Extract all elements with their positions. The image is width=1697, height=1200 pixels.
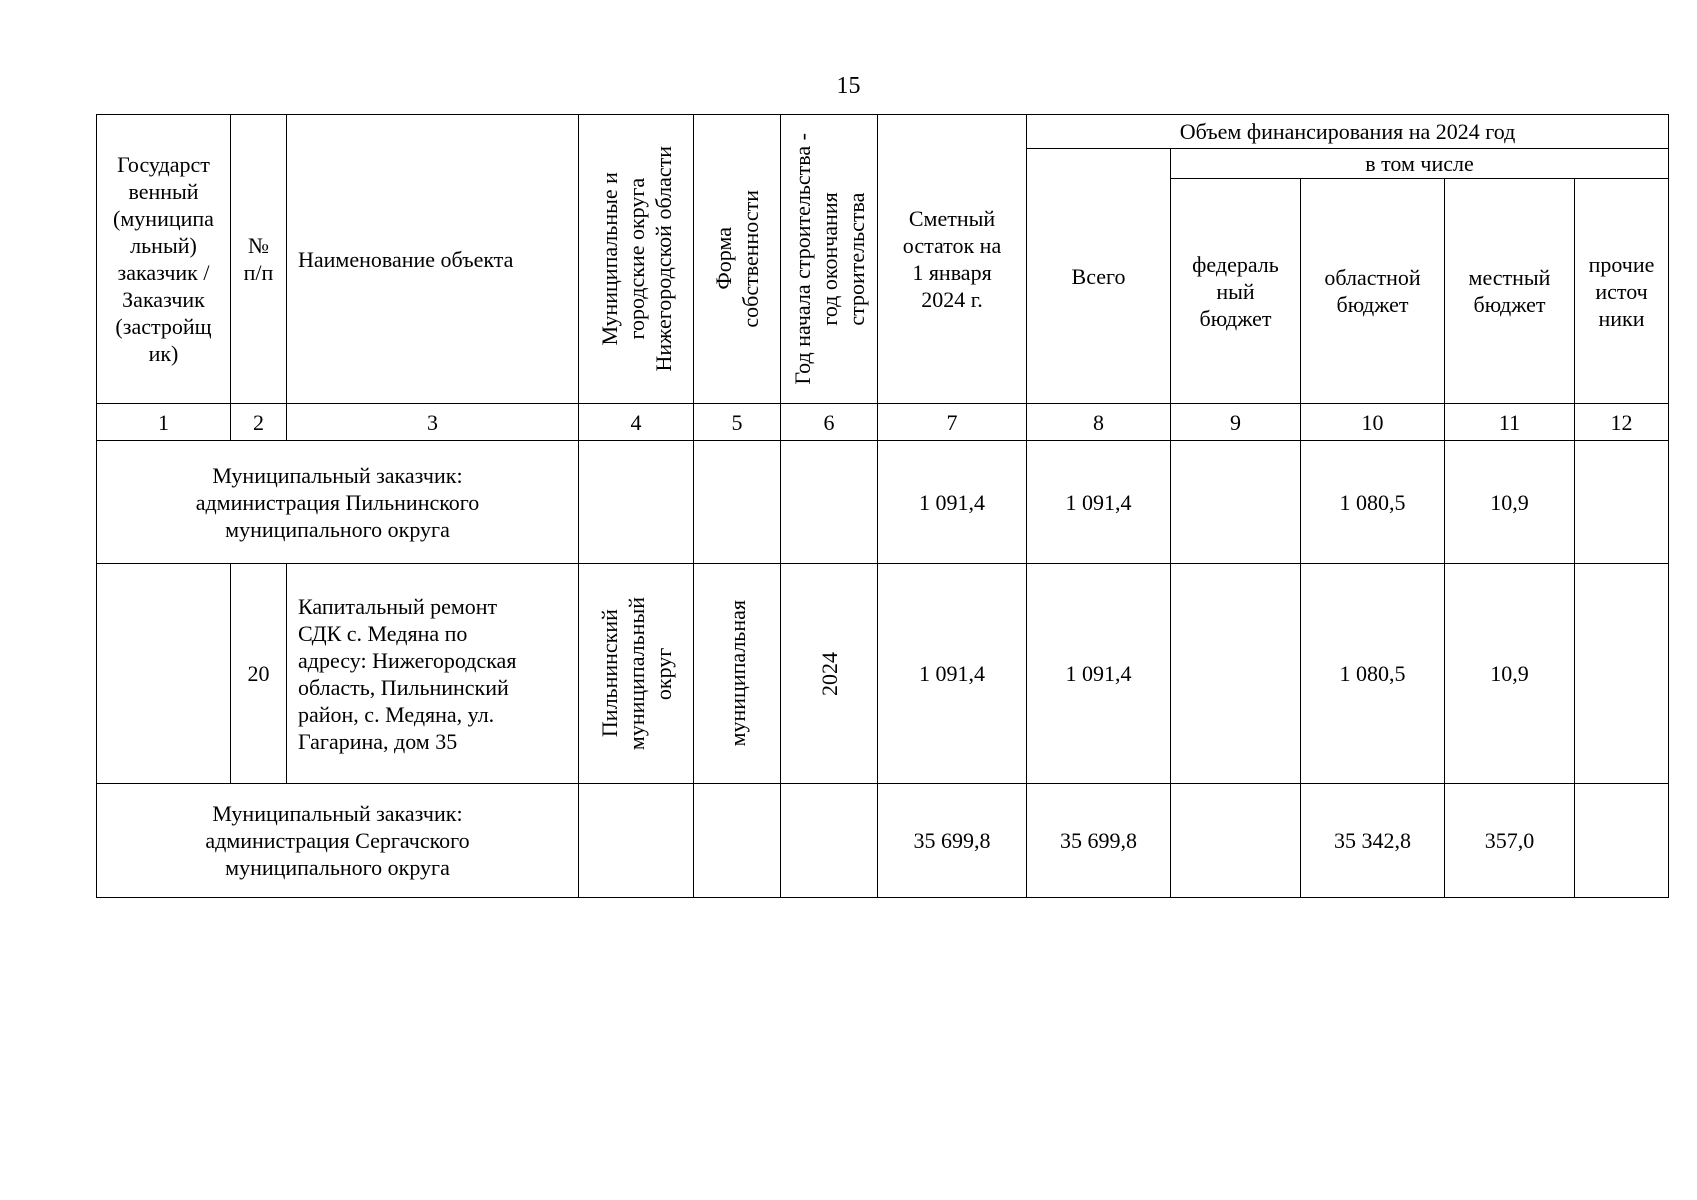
item-num-cell: 20 xyxy=(231,564,287,784)
other-cell xyxy=(1575,784,1669,898)
total-cell: 35 699,8 xyxy=(1027,784,1171,898)
column-number: 3 xyxy=(287,404,579,441)
other-cell xyxy=(1575,441,1669,564)
other-cell xyxy=(1575,564,1669,784)
header-funding-2024: Объем финансирования на 2024 год xyxy=(1027,115,1669,149)
local-cell: 357,0 xyxy=(1445,784,1575,898)
column-number: 11 xyxy=(1445,404,1575,441)
column-number: 8 xyxy=(1027,404,1171,441)
regional-cell: 35 342,8 xyxy=(1301,784,1445,898)
header-customer: Государст венный (муниципа льный) заказчик / Заказчик (застройщ ик) xyxy=(97,115,231,404)
column-number: 5 xyxy=(694,404,781,441)
header-regional-budget: областной бюджет xyxy=(1301,179,1445,404)
header-total: Всего xyxy=(1027,149,1171,404)
column-number: 6 xyxy=(781,404,878,441)
estimate-cell: 1 091,4 xyxy=(878,564,1027,784)
group-customer: Муниципальный заказчик: администрация Пильнинского муниципального округа xyxy=(97,441,579,564)
regional-cell: 1 080,5 xyxy=(1301,441,1445,564)
empty-cell xyxy=(579,784,694,898)
column-number: 2 xyxy=(231,404,287,441)
column-number: 7 xyxy=(878,404,1027,441)
local-cell: 10,9 xyxy=(1445,564,1575,784)
total-cell: 1 091,4 xyxy=(1027,564,1171,784)
federal-cell xyxy=(1171,441,1301,564)
local-cell: 10,9 xyxy=(1445,441,1575,564)
district-cell: Пильнинский муниципальный округ xyxy=(579,564,694,784)
object-name-cell: Капитальный ремонт СДК с. Медяна по адресу: Нижегородская область, Пильнинский район, с. Медяна, ул. Гагарина, дом 35 xyxy=(287,564,579,784)
header-municipal-districts: Муниципальные и городские округа Нижегородской области xyxy=(579,115,694,404)
column-number: 10 xyxy=(1301,404,1445,441)
header-num: № п/п xyxy=(231,115,287,404)
header-other-sources: прочие источ ники xyxy=(1575,179,1669,404)
header-construction-years: Год начала строительства - год окончания строительства xyxy=(781,115,878,404)
empty-cell xyxy=(781,784,878,898)
table-row-group-sergach xyxy=(97,784,1669,898)
empty-cell xyxy=(694,441,781,564)
header-federal-budget: федераль ный бюджет xyxy=(1171,179,1301,404)
empty-cell xyxy=(579,441,694,564)
table-row-group-pilna xyxy=(97,441,1669,564)
header-object-name: Наименование объекта xyxy=(287,115,579,404)
empty-cell xyxy=(97,564,231,784)
header-estimate-remainder: Сметный остаток на 1 января 2024 г. xyxy=(878,115,1027,404)
column-number: 9 xyxy=(1171,404,1301,441)
regional-cell: 1 080,5 xyxy=(1301,564,1445,784)
empty-cell xyxy=(781,441,878,564)
federal-cell xyxy=(1171,784,1301,898)
column-number: 1 xyxy=(97,404,231,441)
header-ownership-form: Форма собственности xyxy=(694,115,781,404)
financing-table xyxy=(96,114,1669,898)
page-number: 15 xyxy=(836,73,861,99)
column-number-row xyxy=(97,404,1669,441)
column-number: 12 xyxy=(1575,404,1669,441)
ownership-cell: муниципальная xyxy=(694,564,781,784)
header-local-budget: местный бюджет xyxy=(1445,179,1575,404)
empty-cell xyxy=(694,784,781,898)
table-row-item-20 xyxy=(97,564,1669,784)
years-cell: 2024 xyxy=(781,564,878,784)
header-including: в том числе xyxy=(1171,149,1669,179)
estimate-cell: 35 699,8 xyxy=(878,784,1027,898)
group-customer: Муниципальный заказчик: администрация Сергачского муниципального округа xyxy=(97,784,579,898)
total-cell: 1 091,4 xyxy=(1027,441,1171,564)
column-number: 4 xyxy=(579,404,694,441)
federal-cell xyxy=(1171,564,1301,784)
estimate-cell: 1 091,4 xyxy=(878,441,1027,564)
